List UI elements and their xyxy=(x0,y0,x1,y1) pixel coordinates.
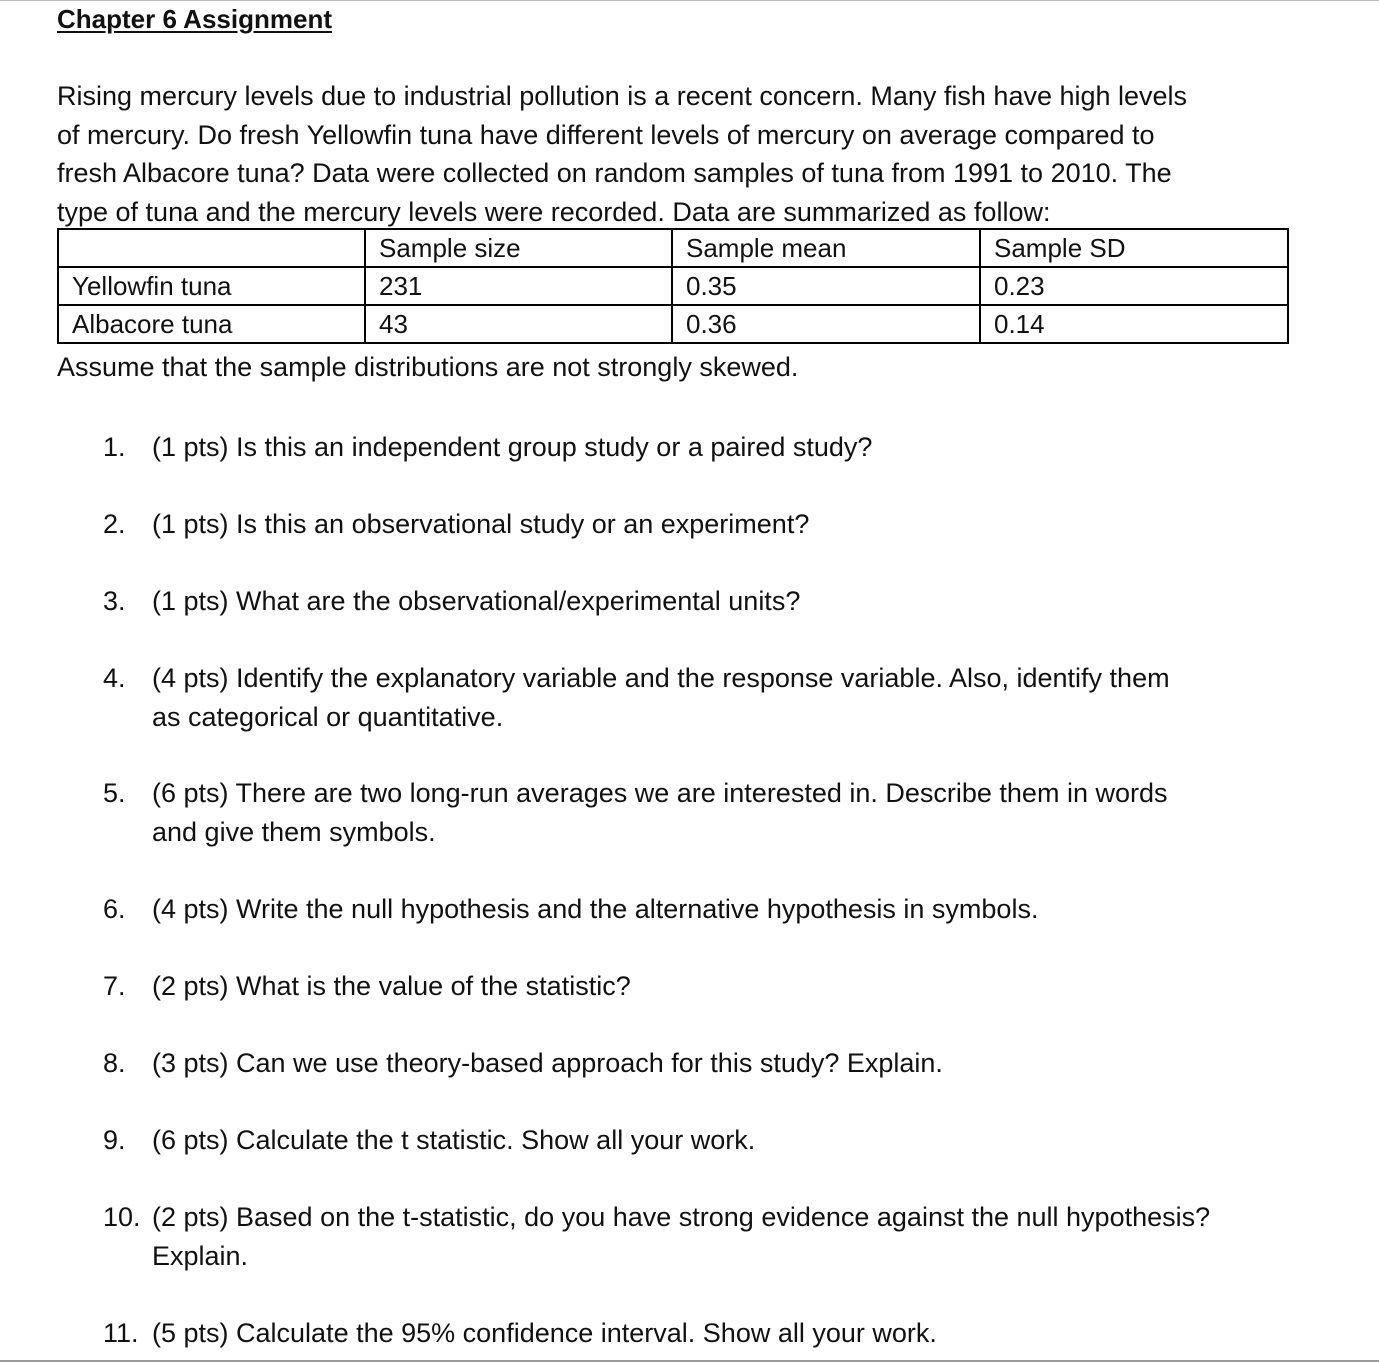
table-header-cell: Sample mean xyxy=(672,229,980,267)
intro-line: type of tuna and the mercury levels were recorded. Data are summarized as follow: xyxy=(57,196,1051,227)
table-row xyxy=(58,305,1288,343)
question-line: (1 pts) Is this an observational study or an experiment? xyxy=(152,509,810,539)
question-text xyxy=(152,967,1332,1006)
question-number: 9. xyxy=(103,1125,126,1155)
page-title: Chapter 6 Assignment xyxy=(57,4,332,34)
table-header-cell xyxy=(58,229,365,267)
question-line: (6 pts) Calculate the t statistic. Show all your work. xyxy=(152,1125,756,1155)
summary-table xyxy=(57,228,1289,344)
question-text xyxy=(152,1198,1332,1275)
question-line: (6 pts) There are two long-run averages we are interested in. Describe them in words xyxy=(152,778,1168,808)
question-line: (2 pts) What is the value of the statistic? xyxy=(152,971,631,1001)
question-line: (1 pts) Is this an independent group study or a paired study? xyxy=(152,432,873,462)
question-line: (4 pts) Write the null hypothesis and the alternative hypothesis in symbols. xyxy=(152,894,1039,924)
question-text xyxy=(152,428,1332,467)
assumption-text: Assume that the sample distributions are not strongly skewed. xyxy=(57,352,799,382)
intro-paragraph xyxy=(57,77,1297,231)
intro-line: fresh Albacore tuna? Data were collected on random samples of tuna from 1991 to 2010. The xyxy=(57,158,1172,189)
question-text xyxy=(152,1314,1332,1353)
question-text xyxy=(152,890,1332,929)
question-number: 7. xyxy=(103,971,126,1001)
question-text xyxy=(152,659,1332,736)
table-header-row xyxy=(58,229,1288,267)
table-row xyxy=(58,267,1288,305)
table-header-cell: Sample SD xyxy=(980,229,1288,267)
question-text xyxy=(152,505,1332,544)
question-line: (1 pts) What are the observational/experimental units? xyxy=(152,586,801,616)
question-number: 8. xyxy=(103,1048,126,1078)
question-line: (5 pts) Calculate the 95% confidence interval. Show all your work. xyxy=(152,1318,937,1348)
table-cell: 0.36 xyxy=(672,305,980,343)
question-line: (4 pts) Identify the explanatory variable and the response variable. Also, identify them xyxy=(152,663,1170,693)
question-text xyxy=(152,774,1332,851)
table-cell: 0.23 xyxy=(980,267,1288,305)
question-number: 6. xyxy=(103,894,126,924)
question-line: as categorical or quantitative. xyxy=(152,701,504,732)
question-line: Explain. xyxy=(152,1240,249,1271)
table-cell: Albacore tuna xyxy=(58,305,365,343)
question-number: 5. xyxy=(103,778,126,808)
table-cell: 231 xyxy=(365,267,672,305)
question-number: 11. xyxy=(103,1318,139,1348)
table-cell: 0.35 xyxy=(672,267,980,305)
question-line: and give them symbols. xyxy=(152,816,436,847)
question-number: 2. xyxy=(103,509,126,539)
question-number: 1. xyxy=(103,432,126,462)
table-header-cell: Sample size xyxy=(365,229,672,267)
question-line: (3 pts) Can we use theory-based approach for this study? Explain. xyxy=(152,1048,943,1078)
question-number: 3. xyxy=(103,586,126,616)
question-text xyxy=(152,1121,1332,1160)
intro-line: Rising mercury levels due to industrial pollution is a recent concern. Many fish have high levels xyxy=(57,81,1188,111)
question-line: (2 pts) Based on the t-statistic, do you have strong evidence against the null hypothesis? xyxy=(152,1202,1211,1232)
table-cell: Yellowfin tuna xyxy=(58,267,365,305)
question-number: 10. xyxy=(103,1202,141,1232)
table-cell: 0.14 xyxy=(980,305,1288,343)
question-text xyxy=(152,582,1332,621)
question-text xyxy=(152,1044,1332,1083)
table-cell: 43 xyxy=(365,305,672,343)
question-number: 4. xyxy=(103,663,126,693)
intro-line: of mercury. Do fresh Yellowfin tuna have different levels of mercury on average compared to xyxy=(57,119,1155,150)
